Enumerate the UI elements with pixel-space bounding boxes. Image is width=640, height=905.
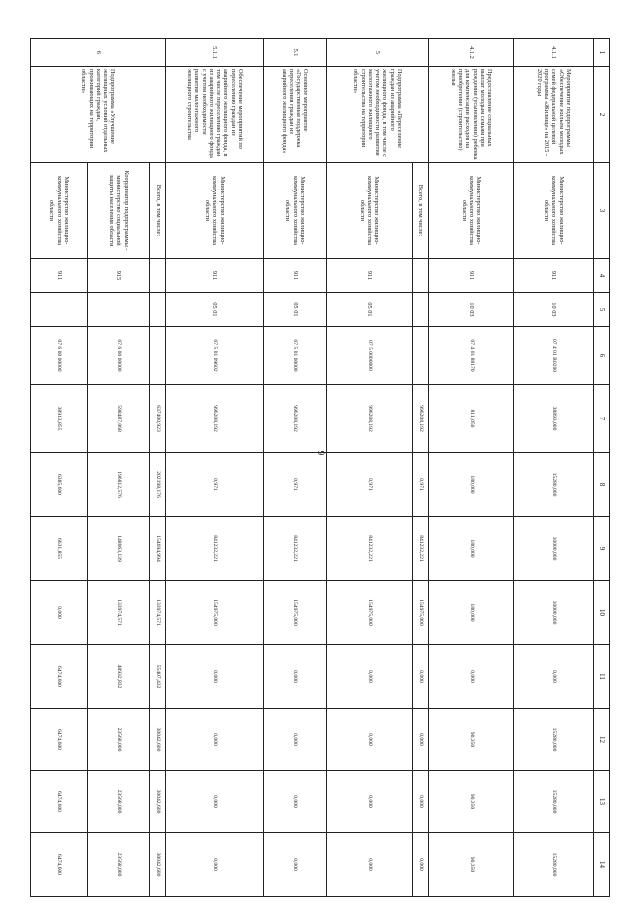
value-cell: 180,000 — [429, 581, 514, 645]
value-cell: 996208,192 — [413, 385, 429, 453]
header-cell: 12 — [594, 709, 610, 771]
budget-table — [30, 38, 610, 897]
value-cell: 38893,000 — [514, 385, 594, 453]
row-number: 6 — [31, 39, 166, 67]
value-cell: 23568,000 — [87, 833, 150, 897]
rzpr-code: 10 03 — [514, 293, 594, 327]
value-cell: 0,000 — [413, 771, 429, 833]
value-cell: 0,000 — [264, 771, 327, 833]
row-number: 4.1.1 — [514, 39, 594, 67]
grbs-code: 911 — [429, 259, 514, 293]
grbs-code: 911 — [264, 259, 327, 293]
csr-code: 07 6 00 00000 — [87, 327, 150, 385]
measure-name: Основное мероприятие «Государственная поддержка переселения граждан из аварийного жилищного фонда» — [264, 67, 327, 163]
value-cell: 0,000 — [166, 771, 264, 833]
grbs-code: 911 — [166, 259, 264, 293]
value-cell: 0,000 — [166, 833, 264, 897]
value-cell: 133974,571 — [150, 581, 166, 645]
measure-name: Подпрограмма «Переселение граждан из аварийного жилищного фонда, в том числе с учетом необходимости развития малоэтажного жилищного строительства на территории области» — [326, 67, 428, 163]
empty-cell — [150, 259, 166, 293]
value-cell: 0,000 — [413, 833, 429, 897]
empty-cell — [413, 293, 429, 327]
empty-cell — [87, 293, 150, 327]
rzpr-code: 10 03 — [429, 293, 514, 327]
measure-name: Подпрограмма «Улучшение жилищных условий отдельных категорий граждан, проживающих на территории области» — [31, 67, 166, 163]
header-cell: 11 — [594, 645, 610, 709]
value-cell: 23568,000 — [87, 709, 150, 771]
value-cell: 154975,000 — [326, 581, 412, 645]
value-cell: 0,000 — [326, 771, 412, 833]
executor: Координатор подпрограммы - министерство социальной защиты населения области — [87, 163, 150, 259]
empty-cell — [31, 293, 88, 327]
value-cell: 15280,000 — [514, 709, 594, 771]
csr-code: 07 5 01 09602 — [166, 327, 264, 385]
value-cell: 6631,855 — [31, 517, 88, 581]
table-row — [264, 39, 327, 897]
value-cell: 38913,855 — [31, 385, 88, 453]
value-cell: 90,350 — [429, 833, 514, 897]
value-cell: 10000,000 — [514, 517, 594, 581]
value-cell: 0,000 — [264, 645, 327, 709]
value-cell: 841232,221 — [166, 517, 264, 581]
value-cell: 154975,000 — [264, 581, 327, 645]
measure-name: Мероприятие подпрограммы «Обеспечение жильем молодых семей федеральной целевой программы «Жилище» на 2015 - 2020 годы — [514, 67, 594, 163]
table-row — [31, 39, 88, 897]
value-cell: 90,350 — [429, 771, 514, 833]
value-cell: 0,000 — [326, 709, 412, 771]
csr-code: 07 5 01 00000 — [264, 327, 327, 385]
table-row — [413, 39, 429, 897]
value-cell: 90,350 — [429, 709, 514, 771]
csr-code: 07 5 0000000 — [326, 327, 412, 385]
grbs-code: 911 — [326, 259, 412, 293]
csr-code: 07 4 01 88170 — [429, 327, 514, 385]
header-cell: 6 — [594, 327, 610, 385]
header-cell: 8 — [594, 453, 610, 517]
value-cell: 811,050 — [429, 385, 514, 453]
row-number: 5.1.1 — [166, 39, 264, 67]
value-cell: 148063,139 — [87, 517, 150, 581]
value-cell: 0,000 — [413, 709, 429, 771]
header-cell: 2 — [594, 67, 610, 163]
empty-cell — [413, 327, 429, 385]
value-cell: 0,000 — [326, 833, 412, 897]
empty-cell — [150, 293, 166, 327]
value-cell: 196812,576 — [87, 453, 150, 517]
value-cell: 6474,600 — [31, 709, 88, 771]
value-cell: 0,000 — [166, 709, 264, 771]
value-cell: 15280,000 — [514, 771, 594, 833]
executor: Министерство жилищно-коммунального хозяйства области — [264, 163, 327, 259]
value-cell: 30042,600 — [150, 709, 166, 771]
value-cell: 0,000 — [514, 645, 594, 709]
value-cell: 0,971 — [264, 453, 327, 517]
value-cell: 154975,000 — [166, 581, 264, 645]
header-cell: 7 — [594, 385, 610, 453]
value-cell: 0,971 — [413, 453, 429, 517]
total-label: Всего, в том числе: — [150, 163, 166, 259]
value-cell: 996208,192 — [264, 385, 327, 453]
header-row — [594, 39, 610, 897]
table-row — [87, 39, 150, 897]
table-row — [429, 39, 514, 897]
value-cell: 30042,600 — [150, 833, 166, 897]
value-cell: 0,000 — [326, 645, 412, 709]
csr-code: 07 4 01 R0200 — [514, 327, 594, 385]
measure-name: Обеспечение мероприятий по переселению граждан из аварийного жилищного фонда, в том числе переселению граждан из аварийного жилищного фонда с учетом необходимости развития малоэтажного жилищного строительства — [166, 67, 264, 163]
value-cell: 637400,923 — [150, 385, 166, 453]
executor: Министерство жилищно-коммунального хозяйства области — [326, 163, 412, 259]
value-cell: 15280,000 — [514, 453, 594, 517]
header-cell: 10 — [594, 581, 610, 645]
value-cell: 133974,571 — [87, 581, 150, 645]
value-cell: 0,000 — [429, 645, 514, 709]
grbs-code: 915 — [87, 259, 150, 293]
header-cell: 14 — [594, 833, 610, 897]
value-cell: 48932,832 — [87, 645, 150, 709]
table-row — [150, 39, 166, 897]
value-cell: 30042,600 — [150, 771, 166, 833]
measure-name: Предоставление социальных выплат молодым семьям при рождении (усыновлении) ребенка для компенсации расходов на приобретение (строительство) жилья — [429, 67, 514, 163]
rzpr-code: 05 01 — [166, 293, 264, 327]
executor: Министерство жилищно-коммунального хозяйства области — [166, 163, 264, 259]
value-cell: 996208,192 — [166, 385, 264, 453]
grbs-code: 911 — [31, 259, 88, 293]
value-cell: 996208,192 — [326, 385, 412, 453]
page-number: 9 — [316, 450, 326, 456]
value-cell: 202198,176 — [150, 453, 166, 517]
value-cell: 0,971 — [326, 453, 412, 517]
value-cell: 841232,221 — [326, 517, 412, 581]
total-label: Всего, в том числе: — [413, 163, 429, 259]
row-number: 5 — [326, 39, 428, 67]
executor: Министерство жилищно-коммунального хозяйства области — [514, 163, 594, 259]
row-number: 5.1 — [264, 39, 327, 67]
rzpr-code: 05 01 — [264, 293, 327, 327]
executor: Министерство жилищно-коммунального хозяйства области — [31, 163, 88, 259]
value-cell: 15280,000 — [514, 833, 594, 897]
value-cell: 841232,221 — [264, 517, 327, 581]
value-cell: 180,000 — [429, 453, 514, 517]
empty-cell — [150, 327, 166, 385]
value-cell: 10000,000 — [514, 581, 594, 645]
header-cell: 13 — [594, 771, 610, 833]
header-cell: 3 — [594, 163, 610, 259]
value-cell: 0,000 — [264, 709, 327, 771]
table-row — [514, 39, 594, 897]
value-cell: 0,000 — [166, 645, 264, 709]
header-cell: 5 — [594, 293, 610, 327]
table-row — [166, 39, 264, 897]
value-cell: 6474,600 — [31, 833, 88, 897]
table-row — [326, 39, 412, 897]
header-cell: 4 — [594, 259, 610, 293]
value-cell: 6474,600 — [31, 645, 88, 709]
value-cell: 23568,000 — [87, 771, 150, 833]
header-cell: 1 — [594, 39, 610, 67]
value-cell: 0,000 — [413, 645, 429, 709]
value-cell: 598487,068 — [87, 385, 150, 453]
value-cell: 6474,600 — [31, 771, 88, 833]
value-cell: 0,000 — [31, 581, 88, 645]
value-cell: 841232,221 — [413, 517, 429, 581]
value-cell: 0,971 — [166, 453, 264, 517]
csr-code: 07 6 00 00000 — [31, 327, 88, 385]
row-number: 4.1.2 — [429, 39, 514, 67]
empty-cell — [413, 259, 429, 293]
grbs-code: 911 — [514, 259, 594, 293]
value-cell: 154975,000 — [413, 581, 429, 645]
rzpr-code: 05 01 — [326, 293, 412, 327]
value-cell: 55407,432 — [150, 645, 166, 709]
executor: Министерство жилищно-коммунального хозяйства области — [429, 163, 514, 259]
value-cell: 6385,600 — [31, 453, 88, 517]
value-cell: 0,000 — [264, 833, 327, 897]
value-cell: 154694,994 — [150, 517, 166, 581]
header-cell: 9 — [594, 517, 610, 581]
value-cell: 180,000 — [429, 517, 514, 581]
